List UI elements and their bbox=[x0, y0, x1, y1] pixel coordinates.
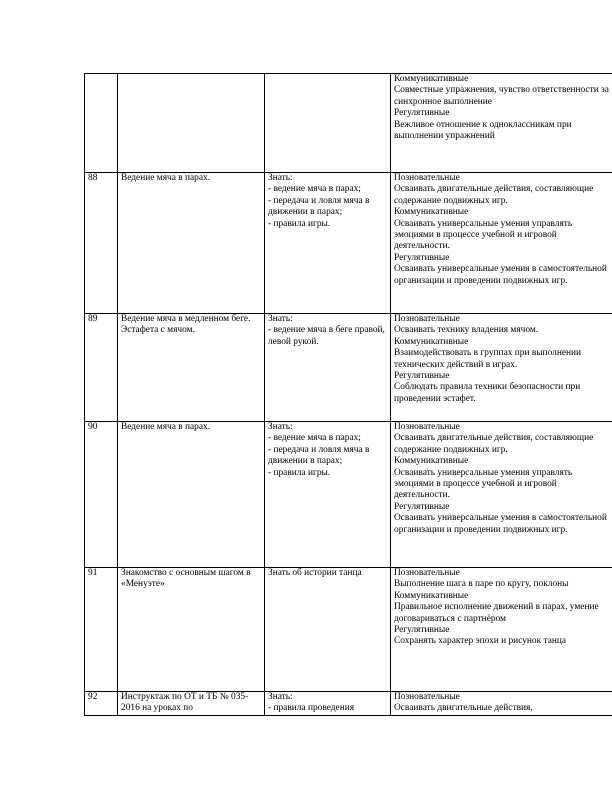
lesson-topic-cell bbox=[118, 692, 265, 716]
learning-actions-line: Осваивать универсальные умения управлять эмоциями в процессе учебной и игровой деятельности. bbox=[394, 218, 575, 252]
lesson-topic-line: Ведение мяча в парах. bbox=[121, 173, 211, 183]
knowledge-line: - ведение мяча в беге правой, левой рукой. bbox=[268, 325, 388, 347]
knowledge-cell bbox=[265, 422, 391, 568]
lesson-number-cell bbox=[85, 568, 118, 692]
lesson-topic-cell bbox=[118, 74, 265, 173]
learning-actions-cell bbox=[391, 173, 612, 314]
knowledge-line: Знать: bbox=[268, 692, 293, 702]
table-row bbox=[85, 74, 612, 173]
table-row bbox=[85, 173, 612, 314]
learning-actions-line: Коммуникативные bbox=[394, 336, 469, 347]
lesson-number: 90 bbox=[88, 422, 98, 432]
learning-actions-cell bbox=[391, 692, 612, 716]
lesson-number-cell bbox=[85, 422, 118, 568]
lesson-number: 92 bbox=[88, 692, 98, 702]
learning-actions-line: Регулятивные bbox=[394, 501, 450, 512]
learning-actions-cell bbox=[391, 568, 612, 692]
lesson-number-cell bbox=[85, 173, 118, 314]
table-row bbox=[85, 692, 612, 716]
knowledge-cell bbox=[265, 568, 391, 692]
lesson-number: 89 bbox=[88, 314, 98, 324]
lesson-topic-line: Ведение мяча в парах. bbox=[121, 422, 211, 432]
lesson-number-cell bbox=[85, 314, 118, 422]
learning-actions-line: Осваивать двигательные действия, составляющие содержание подвижных игр. bbox=[394, 184, 596, 206]
lesson-topic-cell bbox=[118, 173, 265, 314]
knowledge-line: - ведение мяча в парах; bbox=[268, 184, 361, 195]
lesson-topic-line: Инструктаж по ОТ и ТБ № 035-2016 на уроках по bbox=[121, 692, 249, 714]
knowledge-line: Знать: bbox=[268, 422, 293, 432]
learning-actions-line: Вежливое отношение к одноклассникам при выполнении упражнений bbox=[394, 119, 574, 142]
learning-actions-cell bbox=[391, 74, 612, 173]
learning-actions-cell bbox=[391, 314, 612, 422]
learning-actions-line: Позновательные bbox=[394, 568, 460, 578]
learning-actions-line: Регулятивные bbox=[394, 252, 450, 263]
knowledge-line: - передача и ловля мяча в движении в парах; bbox=[268, 444, 372, 467]
learning-actions-line: Осваивать универсальные умения в самостоятельной организации и проведении подвижных игр. bbox=[394, 264, 610, 286]
learning-actions-line: Коммуникативные bbox=[394, 456, 469, 467]
lesson-topic-line: Эстафета с мячом. bbox=[121, 325, 195, 336]
learning-actions-line: Сохранять характер эпохи и рисунок танца bbox=[394, 636, 567, 647]
learning-actions-line: Осваивать универсальные умения в самостоятельной организации и проведении подвижных игр. bbox=[394, 513, 610, 535]
table-row bbox=[85, 314, 612, 422]
lesson-number: 88 bbox=[88, 173, 98, 183]
learning-actions-line: Осваивать двигательные действия, bbox=[394, 703, 533, 714]
learning-actions-line: Осваивать технику владения мячом. bbox=[394, 325, 539, 336]
learning-actions-line: Взаимодействовать в группах при выполнении технических действий в играх. bbox=[394, 348, 584, 370]
learning-actions-line: Соблюдать правила техники безопасности при проведении эстафет. bbox=[394, 382, 583, 404]
learning-actions-line: Совместные упражнения, чувство ответственности за синхронное выполнение bbox=[394, 85, 612, 107]
learning-actions-line: Регулятивные bbox=[394, 371, 450, 382]
learning-actions-line: Коммуникативные bbox=[394, 74, 469, 84]
learning-actions-line: Выполнение шага в паре по кругу, поклоны bbox=[394, 579, 569, 590]
lesson-topic-line: Знакомство с основным шагом в «Менуэте» bbox=[121, 568, 253, 590]
lesson-topic-cell bbox=[118, 314, 265, 422]
learning-actions-line: Позновательные bbox=[394, 173, 460, 183]
lessons-table bbox=[84, 73, 612, 716]
learning-actions-line: Позновательные bbox=[394, 692, 460, 702]
lesson-topic-line: Ведение мяча в медленном беге. bbox=[121, 314, 251, 324]
learning-actions-line: Коммуникативные bbox=[394, 207, 469, 218]
knowledge-line: Знать: bbox=[268, 314, 293, 324]
table-row bbox=[85, 422, 612, 568]
knowledge-line: Знать об истории танца bbox=[268, 568, 362, 578]
learning-actions-line: Регулятивные bbox=[394, 108, 450, 119]
learning-actions-line: Коммуникативные bbox=[394, 590, 469, 601]
learning-actions-cell bbox=[391, 422, 612, 568]
lesson-topic-cell bbox=[118, 568, 265, 692]
lesson-number-cell bbox=[85, 692, 118, 716]
knowledge-line: Знать: bbox=[268, 173, 293, 183]
knowledge-cell bbox=[265, 692, 391, 716]
learning-actions-line: Регулятивные bbox=[394, 625, 450, 636]
learning-actions-line: Позновательные bbox=[394, 422, 460, 432]
knowledge-line: - правила игры. bbox=[268, 467, 331, 478]
table-row bbox=[85, 568, 612, 692]
learning-actions-line: Осваивать универсальные умения управлять эмоциями в процессе учебной и игровой деятельности. bbox=[394, 467, 575, 501]
knowledge-line: - правила игры. bbox=[268, 218, 331, 229]
knowledge-line: - ведение мяча в парах; bbox=[268, 433, 361, 444]
knowledge-line: - передача и ловля мяча в движении в парах; bbox=[268, 195, 372, 218]
knowledge-cell bbox=[265, 173, 391, 314]
learning-actions-line: Осваивать двигательные действия, составляющие содержание подвижных игр. bbox=[394, 433, 596, 455]
knowledge-cell bbox=[265, 74, 391, 173]
lesson-topic-cell bbox=[118, 422, 265, 568]
knowledge-cell bbox=[265, 314, 391, 422]
knowledge-line: - правила проведения bbox=[268, 703, 355, 714]
lesson-number-cell bbox=[85, 74, 118, 173]
learning-actions-line: Правильное исполнение движений в парах, умение договариваться с партнёром bbox=[394, 602, 601, 624]
lesson-number: 91 bbox=[88, 568, 98, 578]
learning-actions-line: Позновательные bbox=[394, 314, 460, 324]
lessons-table-body bbox=[85, 74, 612, 716]
